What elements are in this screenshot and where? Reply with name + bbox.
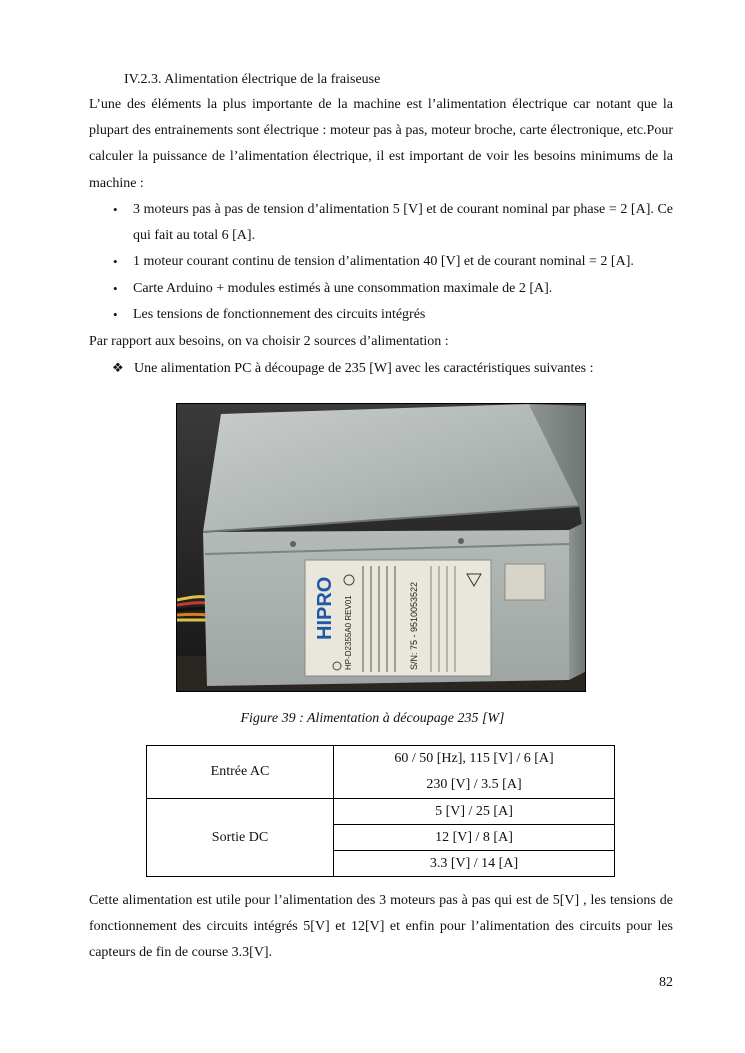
- bullet-icon: •: [113, 280, 118, 296]
- list-item: [89, 197, 673, 249]
- output-value-cell: 12 [V] / 8 [A]: [334, 825, 615, 851]
- table-row: [147, 799, 615, 825]
- figure-caption: Figure 39 : Alimentation à découpage 235 [W]: [240, 711, 505, 726]
- list-item-text: 3 moteurs pas à pas de tension d’alimentation 5 [V] et de courant nominal par phase = 2 [A]. Ce qui fait au total 6 [A].: [133, 202, 673, 244]
- page-number: 82: [659, 975, 673, 990]
- requirements-list: [89, 197, 673, 328]
- list-item: [89, 302, 673, 328]
- case-side-lower: [569, 522, 585, 680]
- specs-table: [146, 745, 615, 877]
- power-supply-item-text: Une alimentation PC à découpage de 235 [W] avec les caractéristiques suivantes :: [134, 361, 594, 376]
- output-value-cell: 5 [V] / 25 [A]: [334, 799, 615, 825]
- diamond-bullet-icon: ❖: [112, 360, 124, 375]
- bullet-icon: •: [113, 306, 118, 322]
- input-value-cell: 230 [V] / 3.5 [A]: [334, 772, 615, 799]
- list-item-text: Les tensions de fonctionnement des circuits intégrés: [133, 306, 426, 322]
- product-label: [305, 560, 491, 676]
- output-value-cell: 3.3 [V] / 14 [A]: [334, 851, 615, 877]
- list-item: [89, 276, 673, 302]
- intro-paragraph: L’une des éléments la plus importante de la machine est l’alimentation électrique car notant que la plupart des entrainements sont électrique : moteur pas à pas, moteur broche, carte électronique, etc.Pour calculer la puissance de l’alimentation électrique, il est important de voir les besoins minimums de la machine :: [89, 97, 673, 191]
- sources-paragraph: Par rapport aux besoins, on va choisir 2 sources d’alimentation :: [89, 334, 449, 349]
- model-text: HP-D2355A0 REV01: [344, 595, 353, 670]
- brand-text: HIPRO: [314, 576, 336, 640]
- power-supply-illustration: [177, 404, 585, 691]
- list-item: [89, 249, 673, 275]
- serial-text: S/N: 75 - 9510053522: [409, 581, 419, 670]
- input-label-cell: Entrée AC: [147, 746, 334, 799]
- section-heading: IV.2.3. Alimentation électrique de la fraiseuse: [124, 72, 381, 87]
- closing-paragraph: Cette alimentation est utile pour l’alimentation des 3 moteurs pas à pas qui est de 5[V] , les tensions de fonctionnement des circuits intégrés 5[V] et 12[V] et enfin pour l’alimentation des circuits pour les capteurs de fin de course 3.3[V].: [89, 893, 673, 961]
- input-value-cell: 60 / 50 [Hz], 115 [V] / 6 [A]: [334, 746, 615, 773]
- bullet-icon: •: [113, 202, 118, 217]
- list-item-text: 1 moteur courant continu de tension d’alimentation 40 [V] et de courant nominal = 2 [A].: [133, 254, 634, 270]
- output-label-cell: Sortie DC: [147, 799, 334, 877]
- power-supply-photo: [176, 403, 586, 692]
- secondary-label: [505, 564, 545, 600]
- list-item-text: Carte Arduino + modules estimés à une consommation maximale de 2 [A].: [133, 280, 553, 296]
- power-supply-item: [112, 356, 594, 381]
- bullet-icon: •: [113, 254, 118, 270]
- table-row: [147, 746, 615, 773]
